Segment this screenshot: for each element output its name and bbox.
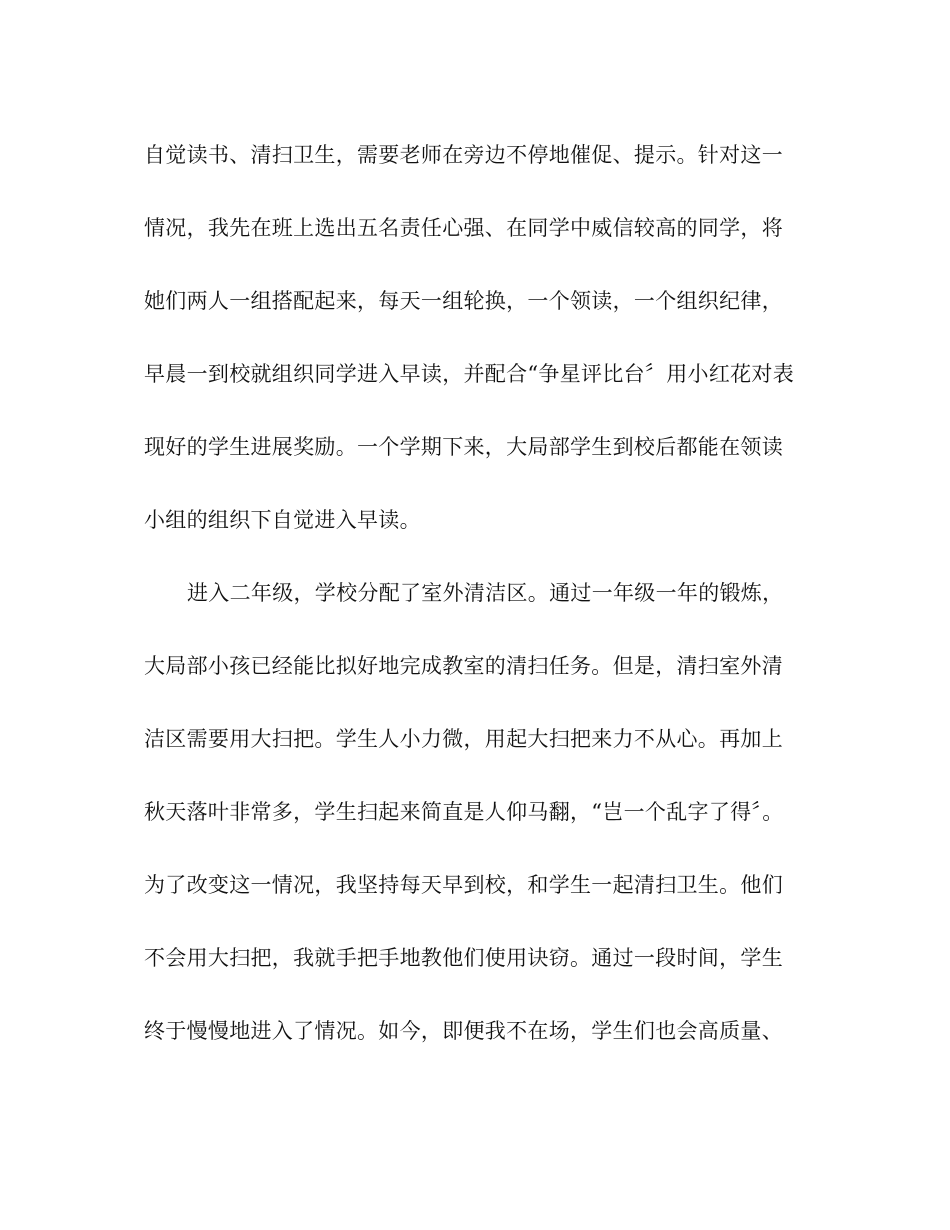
text-line: 小组的组织下自觉进入早读。 — [144, 508, 421, 532]
text-line: 自觉读书、清扫卫生，需要老师在旁边不停地催促、提示。针对这一 — [144, 143, 783, 167]
text-line: 不会用大扫把，我就手把手地教他们使用诀窃。通过一段时间，学生 — [144, 946, 783, 970]
text-line: 洁区需要用大扫把。学生人小力微，用起大扫把来力不从心。再加上 — [144, 727, 783, 751]
text-line: 终于慢慢地进入了情况。如今，即便我不在场，学生们也会高质量、 — [144, 1019, 783, 1043]
paragraph-start-line: 进入二年级，学校分配了室外清洁区。通过一年级一年的锻炼， — [187, 581, 784, 605]
text-line: 大局部小孩已经能比拟好地完成教室的清扫任务。但是，清扫室外清 — [144, 654, 783, 678]
text-line: 她们两人一组搭配起来，每天一组轮换，一个领读，一个组织纪律， — [144, 289, 783, 313]
text-line: 现好的学生进展奖励。一个学期下来，大局部学生到校后都能在领读 — [144, 435, 783, 459]
text-line: 为了改变这一情况，我坚持每天早到校，和学生一起清扫卫生。他们 — [144, 873, 783, 897]
text-line: 早晨一到校就组织同学进入早读，并配合“争星评比台〞用小红花对表 — [144, 362, 795, 386]
text-line: 情况，我先在班上选出五名责任心强、在同学中威信较高的同学，将 — [144, 216, 783, 240]
text-line: 秋天落叶非常多，学生扫起来简直是人仰马翻，“岂一个乱字了得〞。 — [144, 800, 784, 824]
